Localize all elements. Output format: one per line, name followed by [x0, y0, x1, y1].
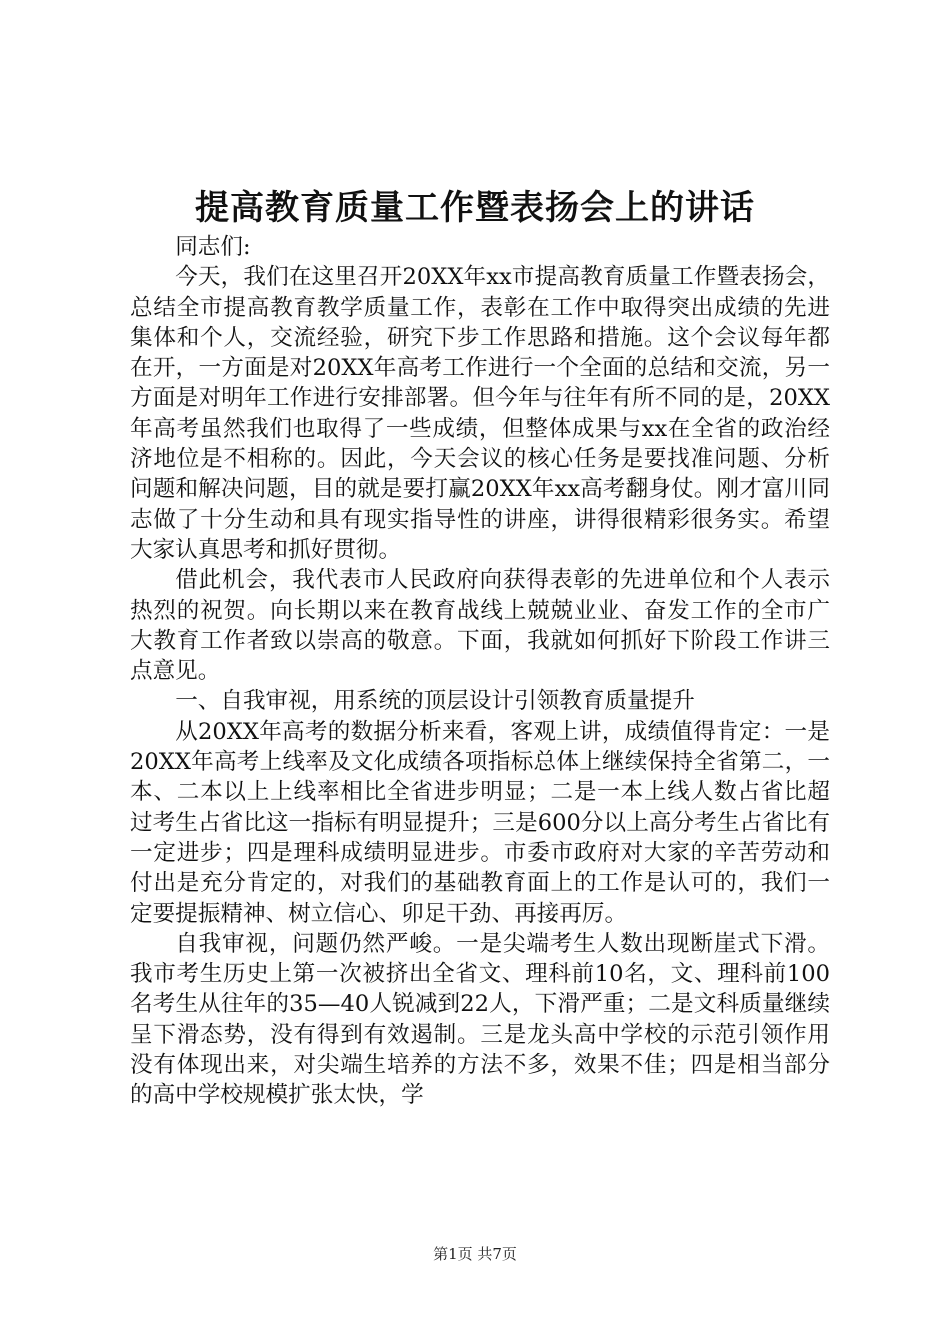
- paragraph-opening: 今天，我们在这里召开20XX年xx市提高教育质量工作暨表扬会，总结全市提高教育教学质量工作，表彰在工作中取得突出成绩的先进集体和个人，交流经验，研究下步工作思路和措施。这个会议每年都在开，一方面是对20XX年高考工作进行一个全面的总结和交流，另一方面是对明年工作进行安排部署。但今年与往年有所不同的是，20XX年高考虽然我们也取得了一些成绩，但整体成果与xx在全省的政治经济地位是不相称的。因此，今天会议的核心任务是要找准问题、分析问题和解决问题，目的就是要打赢20XX年xx高考翻身仗。刚才富川同志做了十分生动和具有现实指导性的讲座，讲得很精彩很务实。希望大家认真思考和抓好贯彻。: [130, 264, 830, 563]
- page-number: 第1页: [433, 1245, 473, 1263]
- document-body: [130, 232, 830, 1111]
- paragraph-achievements: 从20XX年高考的数据分析来看，客观上讲，成绩值得肯定：一是20XX年高考上线率及文化成绩各项指标总体上继续保持全省第二，一本、二本以上上线率相比全省进步明显；二是一本上线人数占省比超过考生占省比这一指标有明显提升；三是600分以上高分考生占省比有一定进步；四是理科成绩明显进步。市委市政府对大家的辛苦劳动和付出是充分肯定的，对我们的基础教育面上的工作是认可的，我们一定要提振精神、树立信心、卯足干劲、再接再厉。: [130, 718, 830, 927]
- page-footer: [0, 1244, 950, 1264]
- salutation: 同志们:: [175, 234, 251, 260]
- section-heading-1: 一、自我审视，用系统的顶层设计引领教育质量提升: [175, 688, 695, 715]
- page-total: 共7页: [477, 1245, 517, 1263]
- document-title: 提高教育质量工作暨表扬会上的讲话: [195, 188, 755, 228]
- paragraph-problems: 自我审视，问题仍然严峻。一是尖端考生人数出现断崖式下滑。我市考生历史上第一次被挤出全省文、理科前10名，文、理科前100名考生从往年的35—40人锐减到22人，下滑严重；二是文科质量继续呈下滑态势，没有得到有效遏制。三是龙头高中学校的示范引领作用没有体现出来，对尖端生培养的方法不多，效果不佳；四是相当部分的高中学校规模扩张太快，学: [130, 930, 830, 1109]
- paragraph-congratulations: 借此机会，我代表市人民政府向获得表彰的先进单位和个人表示热烈的祝贺。向长期以来在教育战线上兢兢业业、奋发工作的全市广大教育工作者致以崇高的敬意。下面，我就如何抓好下阶段工作讲三点意见。: [130, 567, 830, 685]
